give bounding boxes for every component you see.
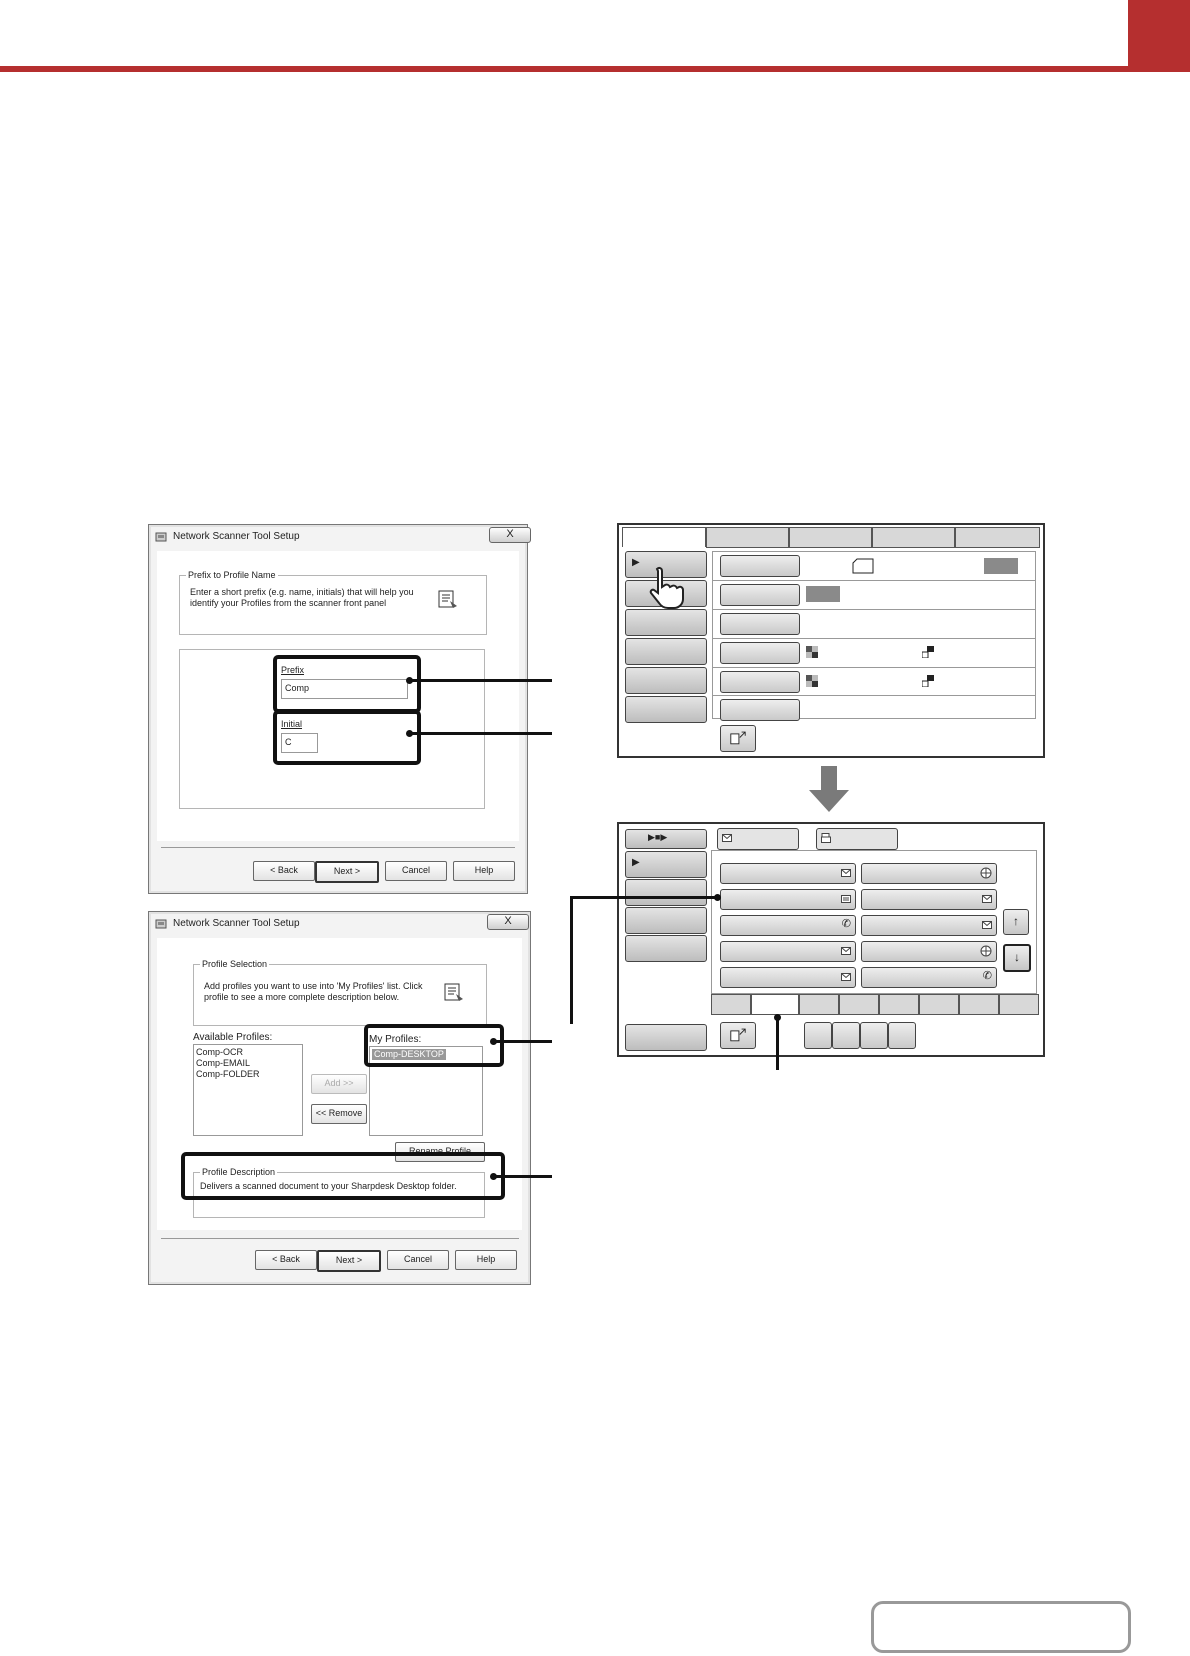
- setting-button[interactable]: [720, 642, 800, 664]
- instructions-line-2: profile to see a more complete description below.: [204, 992, 400, 1002]
- my-profiles-callout: [364, 1024, 504, 1067]
- instructions-line-1: Enter a short prefix (e.g. name, initials) that will help you: [190, 587, 414, 597]
- index-tab-selected[interactable]: [751, 994, 799, 1015]
- folder-icon: [841, 895, 851, 903]
- add-button[interactable]: Add >>: [311, 1074, 367, 1094]
- help-button[interactable]: Help: [453, 861, 515, 881]
- small-button[interactable]: [860, 1022, 888, 1049]
- leader-line: [495, 1175, 552, 1178]
- side-button[interactable]: [625, 1024, 707, 1051]
- initial-input[interactable]: C: [281, 733, 318, 753]
- small-button[interactable]: [888, 1022, 916, 1049]
- instructions-line-2: identify your Profiles from the scanner front panel: [190, 598, 387, 608]
- cancel-button[interactable]: Cancel: [385, 861, 447, 881]
- mode-tab[interactable]: [955, 527, 1040, 548]
- down-arrow-icon: ↓: [1014, 950, 1020, 964]
- instructions-line-1: Add profiles you want to use into 'My Profiles' list. Click: [204, 981, 423, 991]
- prefix-label: Prefix: [281, 665, 305, 675]
- mode-tab[interactable]: [622, 527, 706, 547]
- address-entry[interactable]: [861, 915, 997, 936]
- leader-dot: [774, 1014, 781, 1021]
- leader-line: [495, 1040, 552, 1043]
- app-icon: [155, 531, 168, 543]
- profile-description-callout: [181, 1152, 505, 1200]
- index-tab[interactable]: [999, 994, 1039, 1015]
- play-icon: ▶: [632, 557, 640, 568]
- side-button[interactable]: [625, 851, 707, 878]
- address-entry[interactable]: [861, 889, 997, 910]
- mode-tab[interactable]: [872, 527, 955, 548]
- down-arrow-icon: [809, 766, 849, 812]
- mail-icon: [841, 973, 851, 981]
- scanner-icon: [436, 586, 460, 612]
- back-button[interactable]: < Back: [255, 1250, 317, 1270]
- fax-tab[interactable]: [816, 828, 898, 850]
- fax-icon: [821, 833, 831, 843]
- divider: [713, 667, 1035, 668]
- available-profiles-label: Available Profiles:: [193, 1032, 273, 1043]
- internet-fax-icon: [980, 867, 992, 879]
- close-button[interactable]: [487, 914, 529, 930]
- divider: [713, 580, 1035, 581]
- divider: [161, 1238, 519, 1239]
- address-entry[interactable]: [861, 863, 997, 884]
- divider: [713, 638, 1035, 639]
- index-tab[interactable]: [959, 994, 999, 1015]
- side-button[interactable]: [625, 907, 707, 934]
- mode-tab[interactable]: [789, 527, 872, 548]
- paper-size-icon: [851, 557, 875, 575]
- cancel-button[interactable]: Cancel: [387, 1250, 449, 1270]
- email-tab[interactable]: [717, 828, 799, 850]
- setting-button[interactable]: [720, 671, 800, 693]
- mode-tab[interactable]: [706, 527, 789, 548]
- small-button[interactable]: [804, 1022, 832, 1049]
- initial-label: Initial: [281, 719, 303, 729]
- side-button[interactable]: [625, 696, 707, 723]
- address-entry[interactable]: [720, 915, 856, 936]
- divider: [161, 847, 515, 848]
- divider: [713, 609, 1035, 610]
- setting-button[interactable]: [720, 699, 800, 721]
- leader-line: [570, 896, 720, 899]
- help-button[interactable]: Help: [455, 1250, 517, 1270]
- mail-icon: [982, 895, 992, 903]
- back-button[interactable]: < Back: [253, 861, 315, 881]
- index-tab[interactable]: [711, 994, 751, 1015]
- side-button[interactable]: [625, 667, 707, 694]
- initial-callout: [273, 710, 421, 765]
- address-entry[interactable]: [720, 967, 856, 988]
- app-icon: [155, 918, 168, 930]
- mail-icon: [722, 834, 732, 842]
- prefix-group: [179, 570, 487, 635]
- list-item[interactable]: Comp-OCR: [196, 1047, 244, 1057]
- list-item[interactable]: Comp-FOLDER: [196, 1069, 260, 1079]
- divider: [713, 695, 1035, 696]
- setting-button[interactable]: [720, 584, 800, 606]
- index-tab[interactable]: [839, 994, 879, 1015]
- up-arrow-icon: ↑: [1013, 914, 1019, 928]
- device-address-panel: [617, 822, 1045, 1057]
- mail-icon: [841, 947, 851, 955]
- group-title: Prefix to Profile Name: [188, 570, 276, 580]
- group-title: Profile Selection: [202, 959, 268, 969]
- send-settings-button[interactable]: [720, 1022, 756, 1049]
- remove-button[interactable]: << Remove: [311, 1104, 367, 1124]
- condition-button[interactable]: [625, 829, 707, 849]
- leader-line: [776, 1018, 779, 1070]
- next-button[interactable]: Next >: [315, 861, 379, 883]
- side-button[interactable]: [625, 638, 707, 665]
- rename-profile-button[interactable]: Rename Profile: [395, 1142, 485, 1162]
- profile-selection-group: [193, 959, 487, 1026]
- leader-line: [410, 732, 552, 735]
- mono-mode-icon: [922, 646, 934, 658]
- next-button[interactable]: Next >: [317, 1250, 381, 1272]
- send-icon: [729, 729, 747, 746]
- setting-button[interactable]: [720, 613, 800, 635]
- side-button[interactable]: [625, 879, 707, 906]
- dialog-title: Network Scanner Tool Setup: [173, 531, 300, 542]
- hand-pointer-icon: [647, 565, 687, 609]
- mail-icon: [982, 921, 992, 929]
- play-icon: ▶: [632, 857, 640, 868]
- index-tab[interactable]: [919, 994, 959, 1015]
- available-profiles-list[interactable]: [193, 1044, 303, 1136]
- play-stop-icon: ▶■▶: [648, 832, 668, 842]
- side-button[interactable]: [625, 935, 707, 962]
- status-indicator: [806, 586, 840, 602]
- list-item[interactable]: Comp-EMAIL: [196, 1058, 251, 1068]
- scanner-icon: [442, 979, 466, 1005]
- close-icon: X: [504, 915, 512, 927]
- small-button[interactable]: [832, 1022, 860, 1049]
- scroll-down-button[interactable]: [1003, 944, 1031, 972]
- page-nav-box[interactable]: [871, 1601, 1131, 1653]
- internet-fax-icon: [980, 945, 992, 957]
- side-button[interactable]: [625, 609, 707, 636]
- header-bar: [0, 66, 1128, 72]
- index-tab[interactable]: [799, 994, 839, 1015]
- color-mode-icon: [806, 675, 818, 687]
- device-scan-panel: [617, 523, 1045, 758]
- my-profiles-label: My Profiles:: [369, 1034, 422, 1045]
- send-icon: [729, 1026, 747, 1043]
- leader-line: [410, 679, 552, 682]
- dialog-title: Network Scanner Tool Setup: [173, 918, 300, 929]
- address-entry[interactable]: [861, 967, 997, 988]
- profile-description-text: Delivers a scanned document to your Sharpdesk Desktop folder.: [200, 1181, 457, 1191]
- leader-dot: [714, 894, 721, 901]
- scroll-up-button[interactable]: [1003, 909, 1029, 935]
- status-indicator: [984, 558, 1018, 574]
- phone-icon: ✆: [841, 918, 851, 930]
- list-item-selected[interactable]: Comp-DESKTOP: [374, 1049, 444, 1059]
- group-title: Profile Description: [202, 1167, 276, 1177]
- color-mode-icon: [806, 646, 818, 658]
- leader-line: [570, 896, 573, 1024]
- close-button[interactable]: [489, 527, 531, 543]
- address-entry[interactable]: [720, 941, 856, 962]
- mail-icon: [841, 869, 851, 877]
- header-tab: [1128, 0, 1190, 72]
- prefix-callout: [273, 655, 421, 713]
- address-entry[interactable]: [861, 941, 997, 962]
- index-tab[interactable]: [879, 994, 919, 1015]
- send-settings-button[interactable]: [720, 725, 756, 752]
- address-entry[interactable]: [720, 863, 856, 884]
- close-icon: X: [506, 528, 514, 540]
- address-entry[interactable]: [720, 889, 856, 910]
- setting-button[interactable]: [720, 555, 800, 577]
- phone-icon: ✆: [982, 970, 992, 982]
- dialog-profile-selection: [148, 911, 531, 1285]
- prefix-input[interactable]: Comp: [281, 679, 408, 699]
- mono-mode-icon: [922, 675, 934, 687]
